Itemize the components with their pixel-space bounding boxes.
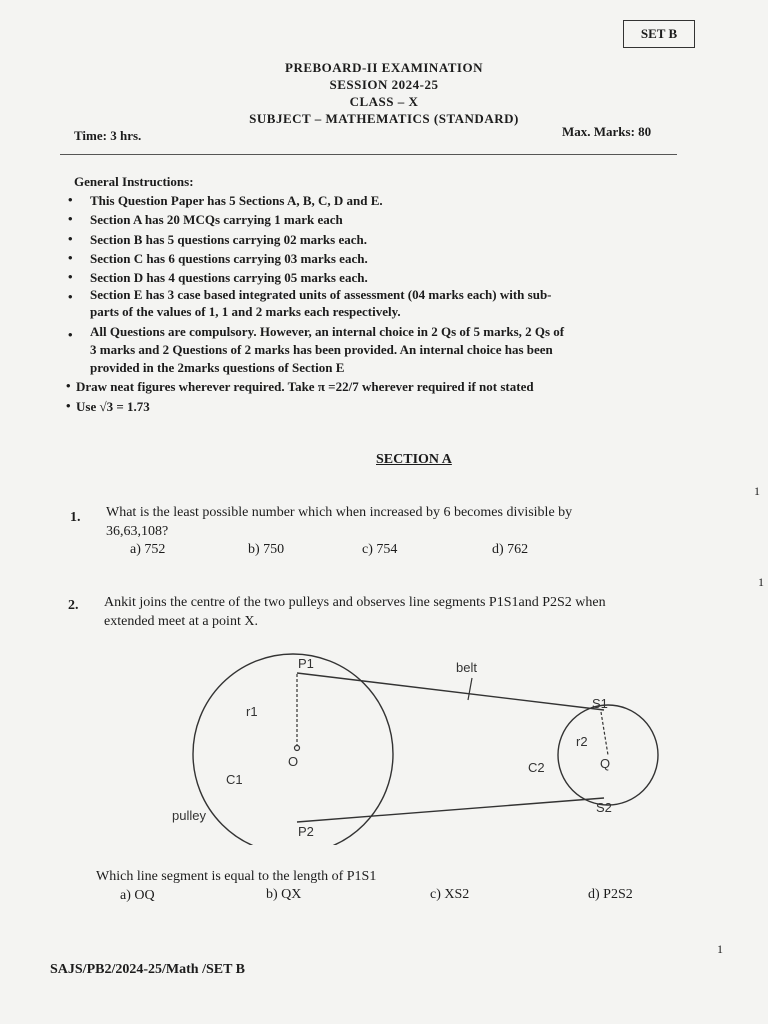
option-a: a) OQ xyxy=(120,888,155,903)
belt-pointer xyxy=(468,678,472,700)
label-pulley: pulley xyxy=(172,808,206,823)
instruction-item-continued: provided in the 2marks questions of Section E xyxy=(90,360,345,375)
centre-o-point xyxy=(295,746,300,751)
instruction-item: Section C has 6 questions carrying 03 marks each. xyxy=(90,251,368,266)
question-number: 1. xyxy=(70,510,81,525)
label-s2: S2 xyxy=(596,800,612,815)
option-b: b) 750 xyxy=(248,542,285,557)
bullet: • xyxy=(68,269,73,284)
instructions-title: General Instructions: xyxy=(74,174,194,189)
question-number: 2. xyxy=(68,598,79,613)
instruction-item: Section B has 5 questions carrying 02 marks each. xyxy=(90,232,367,247)
marks-indicator: 1 xyxy=(758,575,764,589)
label-c1: C1 xyxy=(226,772,243,787)
max-marks: Max. Marks: 80 xyxy=(562,124,652,139)
footer-code: SAJS/PB2/2024-25/Math /SET B xyxy=(50,962,246,977)
marks-indicator: 1 xyxy=(754,484,760,498)
page-number: 1 xyxy=(717,942,723,956)
label-r1: r1 xyxy=(246,704,258,719)
option-b: b) QX xyxy=(266,887,302,902)
bullet: • xyxy=(66,378,71,393)
label-q: Q xyxy=(600,756,611,771)
instruction-item: This Question Paper has 5 Sections A, B, C, D and E. xyxy=(90,193,383,208)
bullet: • xyxy=(68,231,73,246)
belt-lower xyxy=(297,798,604,822)
option-c: c) 754 xyxy=(362,542,398,557)
instruction-item: Section D has 4 questions carrying 05 marks each. xyxy=(90,270,368,285)
instruction-item: Draw neat figures wherever required. Take π =22/7 wherever required if not stated xyxy=(76,379,534,394)
question-text-continued: 36,63,108? xyxy=(106,524,169,539)
option-a: a) 752 xyxy=(130,542,166,557)
question-prompt: Which line segment is equal to the length of P1S1 xyxy=(96,869,377,884)
bullet: • xyxy=(68,192,73,207)
class-line: CLASS – X xyxy=(349,94,419,109)
exam-title: PREBOARD-II EXAMINATION xyxy=(285,60,483,75)
instruction-item-continued: parts of the values of 1, 1 and 2 marks each respectively. xyxy=(90,304,401,319)
option-d: d) 762 xyxy=(492,542,529,557)
section-title: SECTION A xyxy=(376,452,452,467)
instruction-item: Section E has 3 case based integrated units of assessment (04 marks each) with sub- xyxy=(90,287,552,302)
session-line: SESSION 2024-25 xyxy=(329,77,439,92)
bullet: • xyxy=(66,398,71,413)
set-label-box: SET B xyxy=(623,20,695,48)
bullet: • xyxy=(68,289,73,304)
pulley-diagram xyxy=(160,650,680,845)
radius-r2 xyxy=(601,712,608,755)
label-c2: C2 xyxy=(528,760,545,775)
instruction-item: Section A has 20 MCQs carrying 1 mark each xyxy=(90,212,343,227)
bullet: • xyxy=(68,211,73,226)
option-d: d) P2S2 xyxy=(588,887,633,902)
time-allowed: Time: 3 hrs. xyxy=(74,128,142,143)
label-r2: r2 xyxy=(576,734,588,749)
question-text: Ankit joins the centre of the two pulleys and observes line segments P1S1and P2S2 when xyxy=(104,595,606,610)
header-divider xyxy=(60,154,677,155)
bullet: • xyxy=(68,250,73,265)
belt-upper xyxy=(297,673,604,710)
question-text: What is the least possible number which when increased by 6 becomes divisible by xyxy=(106,505,573,520)
bullet: • xyxy=(68,327,73,342)
instruction-item: All Questions are compulsory. However, an internal choice in 2 Qs of 5 marks, 2 Qs of xyxy=(90,324,565,339)
question-text-continued: extended meet at a point X. xyxy=(104,614,258,629)
label-belt: belt xyxy=(456,660,477,675)
instruction-item: Use √3 = 1.73 xyxy=(76,399,150,414)
label-o: O xyxy=(288,754,299,769)
option-c: c) XS2 xyxy=(430,887,470,902)
instruction-item-continued: 3 marks and 2 Questions of 2 marks has been provided. An internal choice has been xyxy=(90,342,553,357)
label-s1: S1 xyxy=(592,696,608,711)
subject-line: SUBJECT – MATHEMATICS (STANDARD) xyxy=(249,111,519,126)
label-p1: P1 xyxy=(298,656,314,671)
label-p2: P2 xyxy=(298,824,314,839)
